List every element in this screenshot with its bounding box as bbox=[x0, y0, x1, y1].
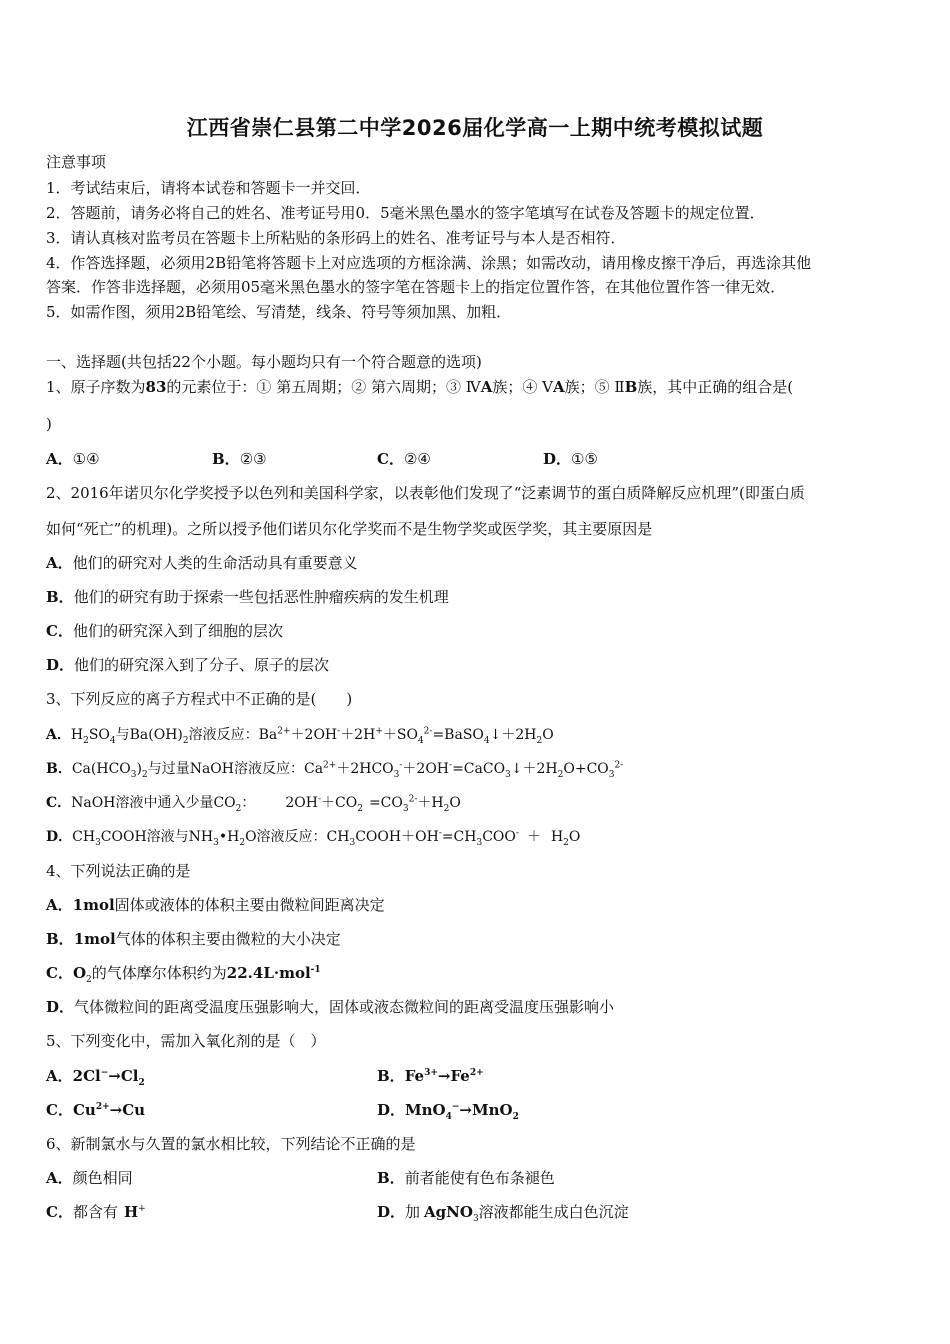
superscript: - bbox=[399, 760, 403, 771]
option-letter: B． bbox=[377, 1169, 405, 1187]
q6-stem: 6、新制氯水与久置的氯水相比较，下列结论不正确的是 bbox=[46, 1135, 416, 1153]
option-letter: D． bbox=[46, 656, 75, 674]
option-letter: C． bbox=[46, 1101, 73, 1119]
quantity: 1mol bbox=[72, 896, 115, 914]
formula: ↓＋2H bbox=[510, 761, 558, 777]
formula: →Fe bbox=[437, 1067, 470, 1085]
formula: =CH bbox=[441, 829, 477, 845]
q6-option-c[interactable] bbox=[46, 1202, 146, 1222]
superscript: 2+ bbox=[95, 1102, 110, 1112]
q4-option-b[interactable] bbox=[46, 929, 341, 949]
superscript: - bbox=[515, 828, 519, 839]
q1-option-c[interactable] bbox=[377, 449, 431, 469]
q5-option-b[interactable] bbox=[377, 1066, 484, 1086]
superscript: 2- bbox=[408, 794, 418, 805]
formula: ＋2HCO bbox=[336, 761, 394, 777]
subscript: 4 bbox=[445, 1112, 452, 1122]
formula: ＋2OH bbox=[290, 727, 338, 743]
formula: COOH溶液与NH bbox=[100, 829, 214, 845]
subscript: 3 bbox=[213, 837, 219, 848]
option-letter: C． bbox=[377, 450, 404, 468]
subscript: 2 bbox=[239, 837, 246, 848]
option-text: ②④ bbox=[403, 450, 431, 468]
subscript: 2 bbox=[86, 975, 92, 985]
q2-option-a[interactable] bbox=[46, 553, 358, 573]
option-text: 他们的研究深入到了细胞的层次 bbox=[72, 622, 283, 640]
option-letter: C． bbox=[46, 964, 73, 982]
formula: 与Ba(OH) bbox=[115, 727, 183, 743]
q4-option-d[interactable] bbox=[46, 997, 614, 1017]
superscript: -1 bbox=[310, 965, 321, 975]
formula: O bbox=[449, 795, 461, 811]
quantity: 1mol bbox=[73, 930, 116, 948]
q3-option-a[interactable] bbox=[46, 725, 554, 745]
superscript: - bbox=[449, 760, 453, 771]
formula: O+CO bbox=[563, 761, 609, 777]
superscript: - bbox=[317, 794, 322, 805]
q2-option-b[interactable] bbox=[46, 587, 449, 607]
q5-option-a[interactable] bbox=[46, 1066, 145, 1086]
option-letter: D． bbox=[377, 1101, 406, 1119]
superscript: − bbox=[100, 1068, 109, 1078]
formula: =CaCO bbox=[452, 761, 506, 777]
q2-option-d[interactable] bbox=[46, 655, 329, 675]
superscript: 2- bbox=[614, 760, 624, 771]
q1-group: A bbox=[480, 378, 493, 396]
notice-item-3: 3．请认真核对监考员在答题卡上所粘贴的条形码上的姓名、准考证号与本人是否相符． bbox=[46, 229, 626, 247]
option-text: ①⑤ bbox=[571, 450, 598, 468]
subscript: 2 bbox=[443, 803, 450, 814]
formula: →Cl bbox=[108, 1067, 139, 1085]
page-title: 江西省崇仁县第二中学2026届化学高一上期中统考模拟试题 bbox=[186, 116, 764, 140]
formula: ＋2OH bbox=[402, 761, 450, 777]
q1-option-d[interactable] bbox=[543, 449, 598, 469]
q1-group: B bbox=[624, 378, 638, 396]
option-text: ②③ bbox=[239, 450, 267, 468]
notice-item-5: 5．如需作图，须用2B铅笔绘、写清楚，线条、符号等须加黑、加粗． bbox=[46, 303, 512, 321]
subscript: 2 bbox=[536, 735, 543, 746]
formula: ↓＋2H bbox=[489, 727, 537, 743]
formula: 溶液反应：Ba bbox=[188, 727, 278, 743]
formula: ＋SO bbox=[382, 727, 418, 743]
q4-option-c[interactable] bbox=[46, 963, 321, 983]
formula: AgNO bbox=[424, 1203, 473, 1221]
option-text: 他们的研究深入到了分子、原子的层次 bbox=[74, 656, 330, 674]
formula: ＋H bbox=[417, 795, 444, 811]
option-letter: A． bbox=[46, 554, 73, 572]
q5-option-c[interactable] bbox=[46, 1100, 145, 1120]
option-letter: D． bbox=[46, 998, 75, 1016]
section-heading: 一、选择题(共包括22个小题。每小题均只有一个符合题意的选项) bbox=[46, 353, 482, 371]
subscript: 2 bbox=[357, 803, 363, 814]
q5-stem: 5、下列变化中，需加入氧化剂的是（ ） bbox=[46, 1032, 326, 1050]
formula: →MnO bbox=[459, 1101, 513, 1119]
formula: ＋2H bbox=[340, 727, 376, 743]
superscript: 2+ bbox=[323, 760, 337, 771]
option-text: 颜色相同 bbox=[72, 1169, 133, 1187]
formula: COOH＋OH bbox=[355, 829, 439, 845]
option-letter: A． bbox=[46, 1067, 73, 1085]
q1-stem-part: 的元素位于：① 第五周期；② 第六周期；③ Ⅳ bbox=[166, 378, 481, 396]
q1-stem-part: 族；⑤ Ⅱ bbox=[564, 378, 625, 396]
option-letter: B． bbox=[46, 761, 72, 777]
option-text: 前者能使有色布条褪色 bbox=[404, 1169, 555, 1187]
formula: →Cu bbox=[109, 1101, 146, 1119]
formula: Fe bbox=[404, 1067, 425, 1085]
formula: O bbox=[72, 964, 87, 982]
option-letter: A． bbox=[46, 1169, 73, 1187]
notice-heading: 注意事项 bbox=[46, 153, 107, 171]
formula: NaOH溶液中通入少量CO bbox=[71, 795, 236, 811]
subscript: 3 bbox=[349, 837, 356, 848]
subscript: 2 bbox=[512, 1112, 519, 1122]
option-letter: B． bbox=[377, 1067, 405, 1085]
formula: O bbox=[542, 727, 554, 743]
subscript: 3 bbox=[608, 769, 615, 780]
formula: O bbox=[568, 829, 581, 845]
formula: CH bbox=[72, 829, 96, 845]
quantity: 22.4L·mol bbox=[226, 964, 311, 982]
formula: ＋ bbox=[526, 829, 541, 845]
formula: =BaSO bbox=[432, 727, 484, 743]
option-text: ①④ bbox=[72, 450, 100, 468]
formula: Cu bbox=[72, 1101, 96, 1119]
superscript: + bbox=[375, 726, 383, 737]
formula: 2OH bbox=[285, 795, 318, 811]
superscript: - bbox=[438, 828, 442, 839]
subscript: 2 bbox=[182, 735, 189, 746]
option-text: 气体微粒间的距离受温度压强影响大，固体或液态微粒间的距离受温度压强影响小 bbox=[74, 998, 615, 1016]
option-text: 的气体摩尔体积约为 bbox=[91, 964, 227, 982]
q1-number: 83 bbox=[145, 378, 167, 396]
option-letter: A． bbox=[46, 450, 73, 468]
formula: ＋CO bbox=[321, 795, 358, 811]
subscript: 2 bbox=[563, 837, 569, 848]
q2-stem-cont: 如何“死亡”的机理)。之所以授予他们诺贝尔化学奖而不是生物学奖或医学奖，其主要原因是 bbox=[46, 520, 653, 538]
q1-group: A bbox=[552, 378, 565, 396]
option-text: 加 bbox=[405, 1203, 421, 1221]
option-letter: C． bbox=[46, 622, 73, 640]
notice-item-4-cont: 答案．作答非选择题，必须用05毫米黑色墨水的签字笔在答题卡上的指定位置作答，在其他位置作答一律无效． bbox=[46, 278, 786, 296]
q1-stem-part: 1、原子序数为 bbox=[46, 378, 146, 396]
q1-stem bbox=[46, 377, 793, 397]
superscript: + bbox=[138, 1204, 146, 1214]
subscript: 4 bbox=[109, 735, 116, 746]
formula: H bbox=[123, 1203, 139, 1221]
notice-item-4: 4．作答选择题，必须用2B铅笔将答题卡上对应选项的方框涂满、涂黑；如需改动，请用橡皮擦干净后，再选涂其他 bbox=[46, 254, 812, 272]
superscript: 3+ bbox=[424, 1068, 438, 1078]
subscript: 3 bbox=[95, 837, 101, 848]
formula: COO bbox=[482, 829, 516, 845]
superscript: - bbox=[337, 726, 341, 737]
formula: H bbox=[550, 829, 564, 845]
q4-option-a[interactable] bbox=[46, 895, 385, 915]
formula: 与过量NaOH溶液反应：Ca bbox=[147, 761, 324, 777]
subscript: 2 bbox=[141, 769, 148, 780]
option-letter: B． bbox=[46, 930, 74, 948]
q1-stem-close: ) bbox=[46, 415, 52, 433]
subscript: 3 bbox=[472, 1214, 479, 1224]
superscript: 2+ bbox=[469, 1068, 484, 1078]
formula: 2Cl bbox=[72, 1067, 101, 1085]
option-text: 溶液都能生成白色沉淀 bbox=[478, 1203, 629, 1221]
q5-option-d[interactable] bbox=[377, 1100, 519, 1120]
formula: O溶液反应：CH bbox=[245, 829, 350, 845]
q3-option-c[interactable] bbox=[46, 793, 461, 813]
subscript: 3 bbox=[505, 769, 511, 780]
formula: •H bbox=[218, 829, 240, 845]
superscript: − bbox=[451, 1102, 460, 1112]
option-letter: B． bbox=[46, 588, 74, 606]
subscript: 3 bbox=[130, 769, 137, 780]
q3-option-d[interactable] bbox=[46, 827, 580, 847]
q1-option-b[interactable] bbox=[212, 449, 267, 469]
option-text: 都含有 bbox=[72, 1203, 118, 1221]
subscript: 2 bbox=[138, 1078, 145, 1088]
subscript: 4 bbox=[483, 735, 490, 746]
subscript: 4 bbox=[417, 735, 424, 746]
formula: Ca(HCO bbox=[71, 761, 131, 777]
option-letter: C． bbox=[46, 795, 72, 811]
q3-stem: 3、下列反应的离子方程式中不正确的是( ) bbox=[46, 690, 353, 708]
q3-option-b[interactable] bbox=[46, 759, 623, 779]
subscript: 2 bbox=[235, 803, 242, 814]
q1-stem-part: 族，其中正确的组合是( bbox=[637, 378, 794, 396]
option-letter: B． bbox=[212, 450, 240, 468]
q2-stem: 2、2016年诺贝尔化学奖授予以色列和美国科学家，以表彰他们发现了“泛素调节的蛋白质降解反应机理”(即蛋白质 bbox=[46, 484, 805, 502]
option-letter: C． bbox=[46, 1203, 73, 1221]
formula: SO bbox=[88, 727, 110, 743]
q2-option-c[interactable] bbox=[46, 621, 283, 641]
q6-option-b[interactable] bbox=[377, 1168, 555, 1188]
q1-stem-part: 族；④ Ⅴ bbox=[492, 378, 553, 396]
subscript: 2 bbox=[83, 735, 89, 746]
option-text: 固体或液体的体积主要由微粒间距离决定 bbox=[114, 896, 385, 914]
subscript: 3 bbox=[402, 803, 409, 814]
option-letter: A． bbox=[46, 727, 71, 743]
subscript: 2 bbox=[557, 769, 564, 780]
formula: MnO bbox=[405, 1101, 446, 1119]
superscript: 2- bbox=[423, 726, 433, 737]
q6-option-d[interactable] bbox=[377, 1202, 629, 1222]
option-text: 他们的研究有助于探索一些包括恶性肿瘤疾病的发生机理 bbox=[73, 588, 449, 606]
formula: ： bbox=[241, 795, 256, 811]
option-letter: D． bbox=[377, 1203, 406, 1221]
option-text: 他们的研究对人类的生命活动具有重要意义 bbox=[72, 554, 358, 572]
option-letter: A． bbox=[46, 896, 73, 914]
option-letter: D． bbox=[46, 829, 73, 845]
q1-option-a[interactable] bbox=[46, 449, 100, 469]
notice-item-2: 2．答题前，请务必将自己的姓名、准考证号用0．5毫米黑色墨水的签字笔填写在试卷及答题卡的规定位置． bbox=[46, 204, 765, 222]
superscript: 2+ bbox=[277, 726, 291, 737]
option-letter: D． bbox=[543, 450, 572, 468]
formula: ) bbox=[136, 761, 142, 777]
option-text: 气体的体积主要由微粒的大小决定 bbox=[115, 930, 341, 948]
subscript: 3 bbox=[476, 837, 483, 848]
formula: H bbox=[70, 727, 84, 743]
q4-stem: 4、下列说法正确的是 bbox=[46, 862, 191, 880]
notice-item-1: 1．考试结束后，请将本试卷和答题卡一并交回． bbox=[46, 179, 371, 197]
q6-option-a[interactable] bbox=[46, 1168, 133, 1188]
subscript: 3 bbox=[393, 769, 400, 780]
formula: =CO bbox=[368, 795, 403, 811]
